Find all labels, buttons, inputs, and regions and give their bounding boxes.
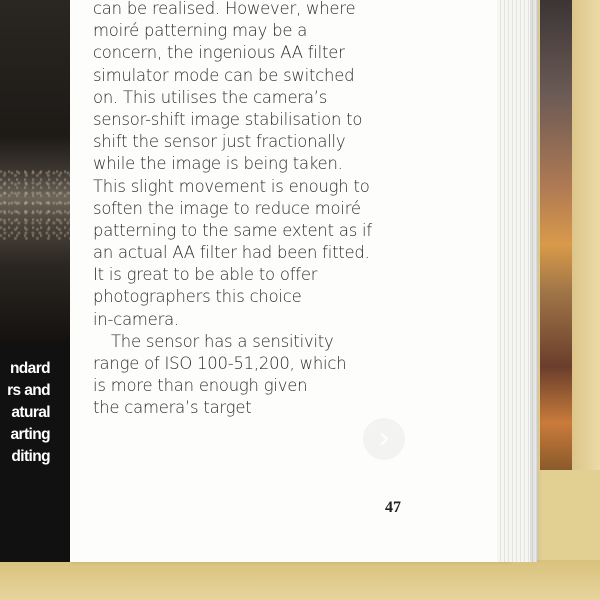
table-surface (0, 560, 600, 600)
article-line: concern, the ingenious AA filter (93, 43, 345, 63)
caption-line: rs and (7, 382, 50, 399)
article-line: can be realised. However, where (93, 0, 356, 18)
article-line: patterning to the same extent as if (93, 220, 372, 240)
left-page (0, 0, 70, 562)
caption-line: diting (11, 448, 50, 465)
article-line: sensor-shift image stabilisation to (93, 109, 363, 129)
article-line: photographers this choice (93, 287, 302, 307)
article-line: is more than enough given (93, 376, 308, 396)
caption-line: atural (11, 404, 50, 421)
next-page-photo (540, 0, 572, 470)
article-line: The sensor has a sensitivity (111, 331, 334, 351)
article-line: moiré patterning may be a (93, 21, 308, 41)
background-surface (572, 0, 600, 470)
caption-line: ndard (9, 360, 50, 377)
article-body (93, 0, 423, 420)
page-number: 47 (385, 499, 401, 516)
article-line: soften the image to reduce moiré (93, 198, 361, 218)
article-line: simulator mode can be switched (93, 65, 355, 85)
chevron-right-icon (375, 430, 393, 448)
article-line: on. This utilises the camera’s (93, 87, 328, 107)
photo-texture (0, 170, 70, 240)
article-line: This slight movement is enough to (93, 176, 370, 196)
page-edge-shadow (530, 0, 542, 562)
caption-line: arting (10, 426, 50, 443)
article-line: in-camera. (93, 309, 179, 329)
photo-caption (0, 358, 50, 468)
article-line: an actual AA filter had been fitted. (93, 243, 370, 263)
article-line: It is great to be able to offer (93, 265, 318, 285)
next-page-button[interactable] (363, 418, 405, 460)
article-line: range of ISO 100-51,200, which (93, 354, 347, 373)
article-line: while the image is being taken. (93, 154, 343, 174)
article-line: the camera’s target (93, 398, 252, 418)
article-line: shift the sensor just fractionally (93, 132, 346, 152)
